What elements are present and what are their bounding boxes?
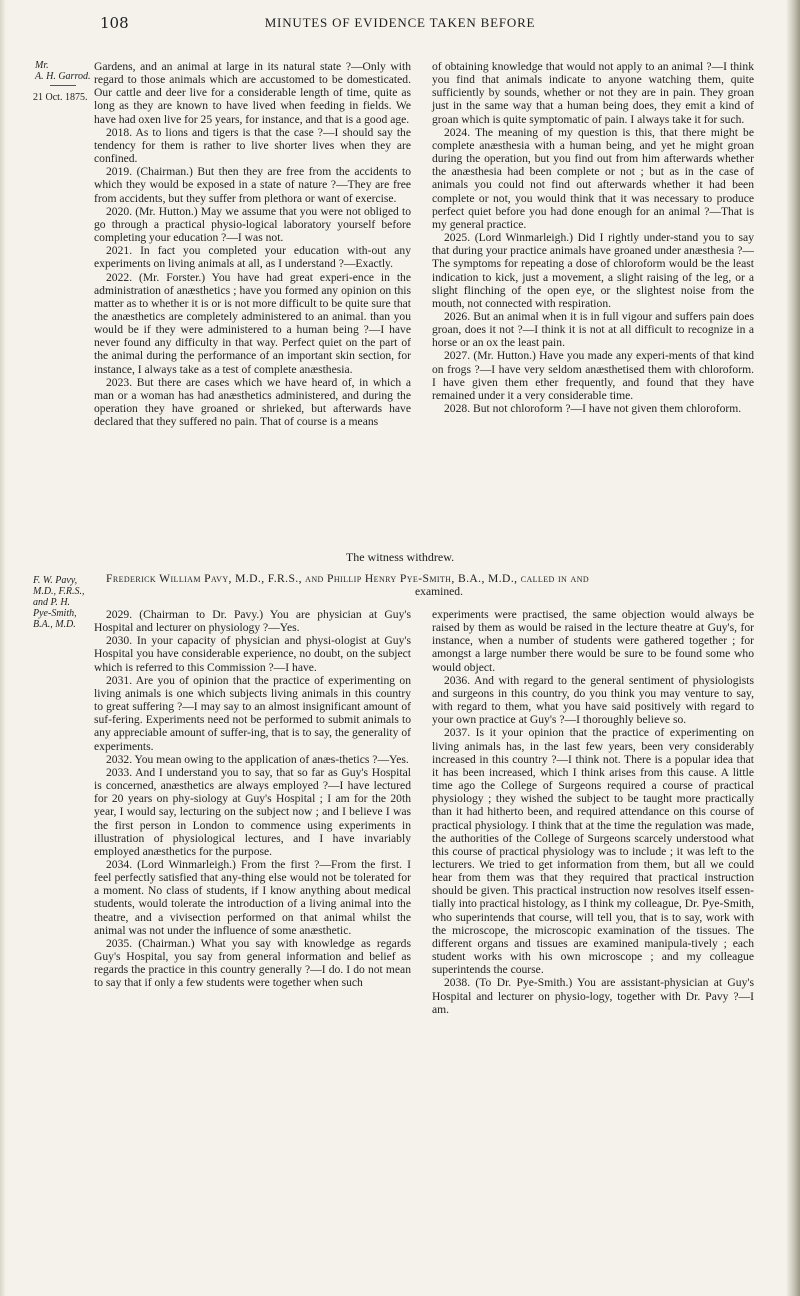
- paragraph: 2034. (Lord Winmarleigh.) From the first ?—From the first. I feel perfectly satisfied that any-thing else would not be tolerated for a moment. No class of students, if I know anything about medical students, would tolerate the introduction of a living animal into the theatre, and a vivisection performed on that animal whilst the animal was not under the influence of some anæsthetic.: [94, 857, 411, 937]
- paragraph: 2025. (Lord Winmarleigh.) Did I rightly under-stand you to say that during your practice animals have groaned under anæsthesia ?—The symptoms for repeating a dose of chloroform would be the least indication to kick, just a movement, a slight raising of the leg, or a slight flinching of the open eye, or the slightest noise from the mouth, not connected with respiration.: [432, 231, 754, 310]
- examination-heading-suffix: examined.: [415, 585, 463, 598]
- page-right-edge-shadow: [786, 0, 800, 1296]
- examination-heading-names: Frederick William Pavy, M.D., F.R.S., and Phillip Henry Pye-Smith, B.A., M.D., called in and: [106, 572, 590, 585]
- paragraph: 2036. And with regard to the general sentiment of physiologists and surgeons in this country, do you think you may venture to say, with regard to them, what you have said positively with regard to your own practice at Guy's ?—I thoroughly believe so.: [432, 673, 754, 727]
- paragraph: 2035. (Chairman.) What you say with knowledge as regards Guy's Hospital, you say from general information and belief as regards the practice in this country generally ?—I do. I do not mean to say that if only a few students were together when such: [94, 936, 411, 990]
- paragraph: 2021. In fact you completed your education with-out any experiments on living animals at all, as I understand ?—Exactly.: [94, 244, 411, 271]
- margin-date-text: 21 Oct. 1875.: [33, 92, 88, 103]
- column-bottom-right: [432, 608, 754, 1016]
- margin-date: [33, 92, 87, 103]
- margin-witness-surname: A. H. Garrod.: [35, 71, 91, 82]
- column-bottom-left: [94, 608, 411, 990]
- paragraph: 2031. Are you of opinion that the practice of experimenting on living animals is one which subjects living animals in this country to great suffering ?—I may say to an almost insignificant amount of suf-fering. Experiments need not be performed to submit animals to any appreciable amount of suffer-ing, that is to say, the generality of experiments.: [94, 673, 411, 753]
- paragraph: 2038. (To Dr. Pye-Smith.) You are assistant-physician at Guy's Hospital and lecturer on physio-logy, together with Dr. Pavy ?—I am.: [432, 976, 754, 1016]
- paragraph: 2018. As to lions and tigers is that the case ?—I should say the tendency for them is rather to live shorter lives when they are confined.: [94, 125, 411, 166]
- margin-line: and P. H.: [33, 597, 71, 608]
- paragraph: 2028. But not chloroform ?—I have not given them chloroform.: [444, 402, 742, 416]
- margin-witness-names-2: [33, 575, 84, 630]
- paragraph: 2032. You mean owing to the application of anæs-thetics ?—Yes.: [106, 752, 409, 766]
- witness-withdrew-note: The witness withdrew.: [345, 550, 455, 564]
- margin-line: M.D., F.R.S.,: [33, 586, 85, 597]
- paragraph: 2027. (Mr. Hutton.) Have you made any experi-ments of that kind on frogs ?—I have very seldom anæsthetised them with chloroform. I have given them ether frequently, and found that they have remained under it a very considerable time.: [432, 349, 754, 402]
- column-top-right: [432, 60, 754, 415]
- paragraph: 2020. (Mr. Hutton.) May we assume that you were not obliged to go through a practical physio-logical laboratory yourself before completing your education ?—I was not.: [94, 204, 411, 245]
- paragraph: 2029. (Chairman to Dr. Pavy.) You are physician at Guy's Hospital and lecturer on physiology ?—Yes.: [94, 608, 411, 635]
- paragraph: 2022. (Mr. Forster.) You have had great experi-ence in the administration of anæsthetics ; have you formed any opinion on this matter as to whether it is or is not more difficult to be quite sure that the anæsthetics are completely administered to an animal. than you would be if they were administered to a human being ?—I have never found any difficulty in that way. Perfect quiet on the part of the animal during the performance of an important skin section, for instance, I always take as a test of complete anæsthesia.: [94, 270, 411, 376]
- paragraph: experiments were practised, the same objection would always be raised by them as would be raised in the lecture theatre at Guy's, for instance, when a number of students were gathered together ; for amongst a large number there would be sure to be found some who would object.: [432, 608, 754, 674]
- page-left-shadow: [0, 0, 6, 1296]
- margin-witness-name: [35, 60, 90, 82]
- paragraph: Gardens, and an animal at large in its natural state ?—Only with regard to those animals which are accustomed to be domesticated. Our cattle and deer live for a considerable length of time, quite as long as they are known to have lived when feeding in fields. We have had oxen live for 25 years, for instance, and that is a good age.: [94, 60, 411, 126]
- column-top-left: [94, 60, 411, 428]
- examination-heading: [94, 572, 784, 598]
- margin-line: B.A., M.D.: [33, 619, 76, 630]
- paragraph: 2030. In your capacity of physician and physi-ologist at Guy's Hospital you have considerable experience, no doubt, on the subject which is referred to this Commission ?—I have.: [94, 634, 411, 674]
- paragraph: of obtaining knowledge that would not apply to an animal ?—I think you find that animals indicate to anyone watching them, quite sufficiently by sounds, whether or not they are in pain. They groan just in the same way that a human being does, they emit a kind of groan which is quite symptomatic of pain. I always take it for such.: [432, 60, 754, 126]
- paragraph: 2023. But there are cases which we have heard of, in which a man or a woman has had anæsthetics administered, and during the operation they have groaned or shrieked, but afterwards have declared that they suffered no pain. That of course is a means: [94, 375, 411, 429]
- paragraph: 2019. (Chairman.) But then they are free from the accidents to which they would be exposed in a state of nature ?—They are free from accidents, but they suffer from plethora or want of exercise.: [94, 165, 411, 205]
- paragraph: 2037. Is it your opinion that the practice of experimenting on living animals has, in the last few years, been very considerably increased in this country ?—I think not. There is a popular idea that it has been increased, which I think arises from this cause. A little time ago the College of Surgeons required a course of practical physiology ; they wished the subject to be taught more practically than it had hitherto been, and required attendance on this course of practical physiology. I think that at the time the regulation was made, the authorities of the College of Surgeons scarcely understood what this course of practical physiology was to include ; it was left to the lecturers. We tried to get information from them, but all we could hear from them was that they required that practical instruction should be given. This practical instruction now resolves itself essen-tially into practical histology, as I think my colleague, Dr. Pye-Smith, who superintends that course, will tell you, that is to say, work with the microscope, the microscopic examination of the tissues. The different organs and tissues are examined manipula-tively ; each student works with his own microscope ; and my colleague superintends the course.: [432, 726, 754, 977]
- paragraph: 2033. And I understand you to say, that so far as Guy's Hospital is concerned, anæsthetics are always employed ?—I have lectured for 20 years on phy-siology at Guy's Hospital ; I am for the 20th year, I would say, lecturing on the subject now ; and I believe I was the first person in London to commence using experiments in illustration of physiological lectures, and I have invariably employed anæsthetics for the purpose.: [94, 765, 411, 858]
- margin-rule: [50, 85, 76, 86]
- paragraph: 2024. The meaning of my question is this, that there might be complete anæsthesia with a human being, and yet he might groan during the operation, but you find out from him afterwards whether the anæsthesia had been complete or not ; but as in the case of animals you could not find out afterwards whether it had been complete or not, you would think that it was necessary to produce perfect quiet before you had done enough for an animal ?—That is my general practice.: [432, 125, 754, 231]
- margin-line: Pye-Smith,: [33, 608, 77, 619]
- margin-line: F. W. Pavy,: [33, 575, 78, 586]
- margin-witness-title: Mr.: [35, 60, 49, 71]
- running-head: MINUTES OF EVIDENCE TAKEN BEFORE: [264, 15, 536, 30]
- paragraph: 2026. But an animal when it is in full vigour and suffers pain does groan, does it not ?—I think it is not at all difficult to recognize in a horse or an ox the least pain.: [432, 309, 754, 350]
- page-number: 108: [100, 14, 129, 32]
